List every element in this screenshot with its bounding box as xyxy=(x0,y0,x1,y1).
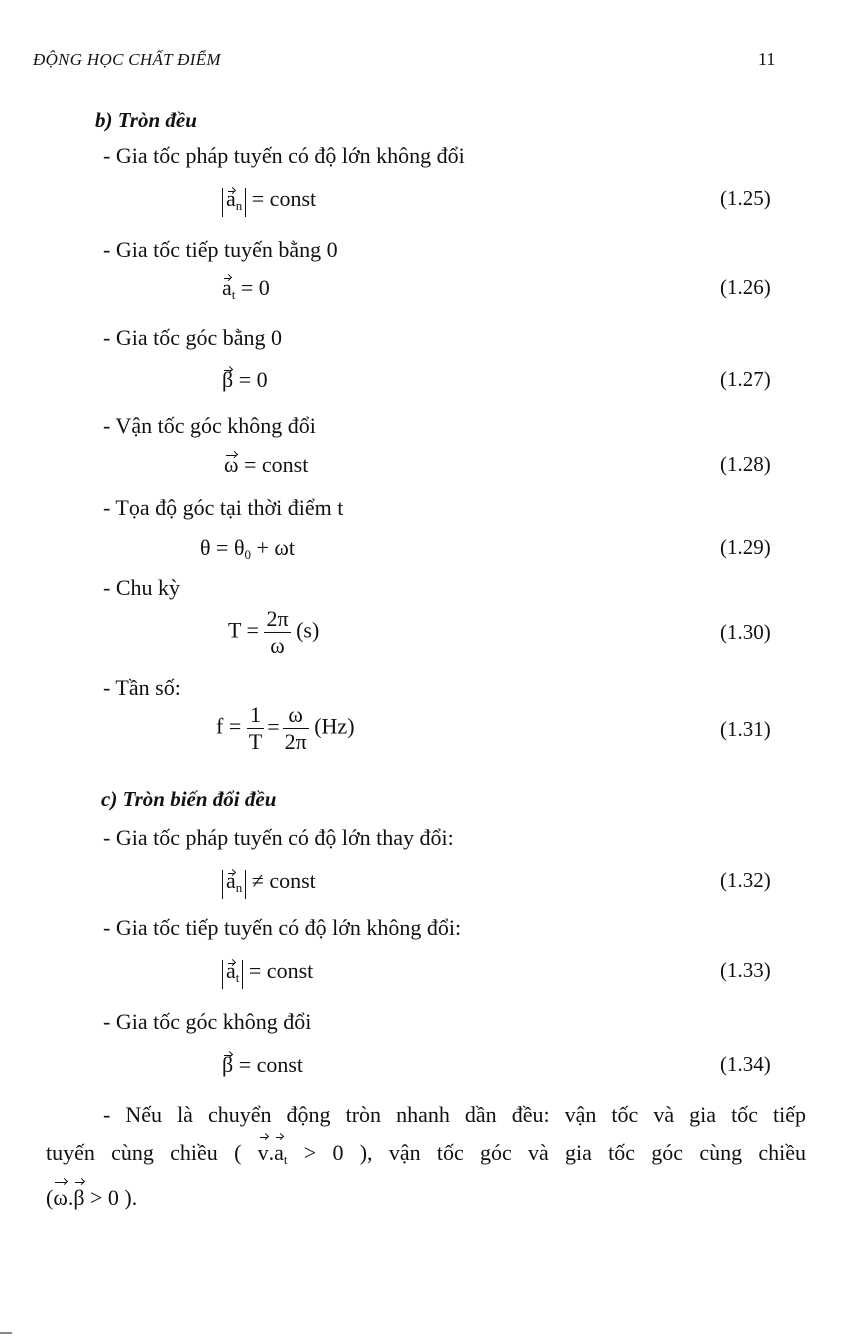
page-number: 11 xyxy=(758,49,776,69)
item-angular-accel-label: - Gia tốc góc bằng 0 xyxy=(103,325,282,350)
paragraph-line-1: - Nếu là chuyển động tròn nhanh dần đều: vận tốc và gia tốc tiếp xyxy=(103,1102,806,1127)
eq-number-1-27: (1.27) xyxy=(720,367,771,391)
item-period-label: - Chu kỳ xyxy=(103,575,180,600)
eq-1-26: $a_t = 0$ xyxy=(222,275,270,302)
eq-1-27: β = 0 xyxy=(222,367,268,392)
closing-paragraph xyxy=(46,1096,806,1217)
eq-1-28: ω = const xyxy=(224,452,309,477)
eq-number-1-34: (1.34) xyxy=(720,1052,771,1076)
eq-1-33: $a_t$ = const xyxy=(222,958,313,989)
eq-number-1-28: (1.28) xyxy=(720,452,771,476)
item-frequency-label: - Tần số: xyxy=(103,675,181,700)
item-tangential-accel-const-label: - Gia tốc tiếp tuyến có độ lớn không đổi: xyxy=(103,915,462,940)
item-tangential-accel-label: - Gia tốc tiếp tuyến bằng 0 xyxy=(103,237,338,262)
eq-number-1-26: (1.26) xyxy=(720,275,771,299)
section-b-heading: b) Tròn đều xyxy=(95,108,197,132)
item-angular-accel-const-label: - Gia tốc góc không đổi xyxy=(103,1009,312,1034)
running-header: ĐỘNG HỌC CHẤT ĐIỂM xyxy=(33,50,221,69)
paragraph-line-2: tuyến cùng chiều ( $v.a_t > 0$ ), vận tốc góc và gia tốc góc cùng chiều xyxy=(46,1134,806,1179)
eq-number-1-33: (1.33) xyxy=(720,958,771,982)
eq-1-29: $\theta = \theta_0 + \omega t$ xyxy=(200,535,295,562)
eq-1-25: $a_n$ = const xyxy=(222,186,316,217)
scan-mark xyxy=(0,1332,12,1334)
eq-number-1-32: (1.32) xyxy=(720,868,771,892)
eq-1-30: T = $\frac{2\pi}{\omega}$ (s) xyxy=(228,606,320,658)
item-normal-accel-varying-label: - Gia tốc pháp tuyến có độ lớn thay đổi: xyxy=(103,825,454,850)
item-angular-coordinate-label: - Tọa độ góc tại thời điểm t xyxy=(103,495,344,520)
paragraph-line-3: (ω.β > 0 ). xyxy=(46,1179,806,1217)
eq-1-32: $a_n$ ≠ const xyxy=(222,868,316,899)
eq-number-1-30: (1.30) xyxy=(720,620,771,644)
eq-number-1-31: (1.31) xyxy=(720,717,771,741)
item-normal-accel-label: - Gia tốc pháp tuyến có độ lớn không đổi xyxy=(103,143,465,168)
item-angular-velocity-label: - Vận tốc góc không đổi xyxy=(103,413,316,438)
eq-number-1-29: (1.29) xyxy=(720,535,771,559)
eq-number-1-25: (1.25) xyxy=(720,186,771,210)
eq-1-34: β = const xyxy=(222,1052,304,1077)
section-c-heading: c) Tròn biến đổi đều xyxy=(101,787,277,811)
eq-1-31: f = $\frac{1}{T}$ = $\frac{\omega}{2\pi}$ (Hz) xyxy=(216,702,355,754)
